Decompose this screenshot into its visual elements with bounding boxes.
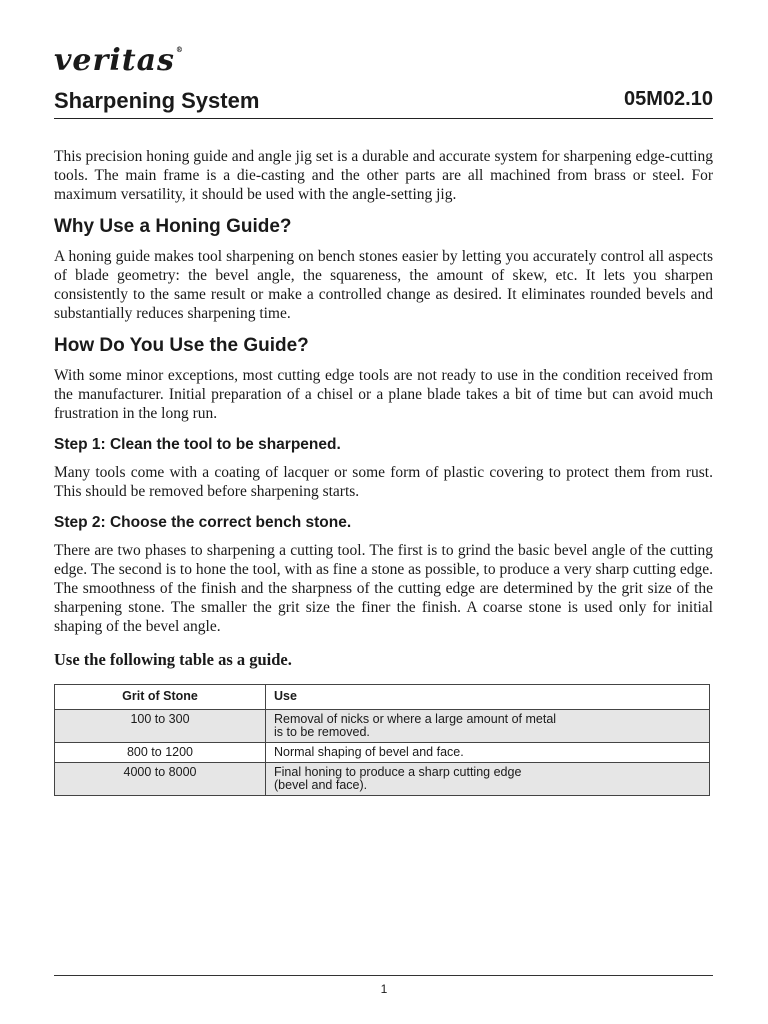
use-line: (bevel and face). xyxy=(274,778,368,792)
grit-cell: 4000 to 8000 xyxy=(55,763,266,796)
table-row xyxy=(55,743,710,763)
step1-heading: Step 1: Clean the tool to be sharpened. xyxy=(54,436,341,453)
how-heading: How Do You Use the Guide? xyxy=(54,335,309,356)
header-use: Use xyxy=(266,685,710,710)
header-grit: Grit of Stone xyxy=(55,685,266,710)
grit-cell: 100 to 300 xyxy=(55,710,266,743)
main-content xyxy=(54,147,713,796)
page-title: Sharpening System xyxy=(54,88,260,113)
why-heading: Why Use a Honing Guide? xyxy=(54,216,292,237)
veritas-logo xyxy=(54,43,184,78)
registered-mark: ® xyxy=(175,45,184,54)
use-cell xyxy=(266,743,710,763)
title-row xyxy=(54,88,713,119)
brand-name: veritas xyxy=(54,43,175,78)
table-lead: Use the following table as a guide. xyxy=(54,650,292,669)
grit-cell: 800 to 1200 xyxy=(55,743,266,763)
grit-table xyxy=(54,684,710,796)
footer-divider xyxy=(54,975,713,976)
step2-heading: Step 2: Choose the correct bench stone. xyxy=(54,514,352,531)
use-cell xyxy=(266,763,710,796)
why-paragraph: A honing guide makes tool sharpening on bench stones easier by letting you accurately control all aspects of blade geometry: the bevel angle, the squareness, the amount of skew, etc. It lets you sharpen consistently to the same result or make a controlled change as desired. It eliminates rounded bevels and substantially reduces sharpening time. xyxy=(54,248,713,322)
use-line: is to be removed. xyxy=(274,725,370,739)
table-row xyxy=(55,710,710,743)
use-cell xyxy=(266,710,710,743)
use-line: Removal of nicks or where a large amount of metal xyxy=(274,712,557,726)
page-number: 1 xyxy=(380,982,388,996)
step2-paragraph: There are two phases to sharpening a cutting tool. The first is to grind the basic bevel angle of the cutting edge. The second is to hone the tool, with as fine a stone as possible, to produce a very sharp cutting edge. The smoothness of the finish and the sharpness of the cutting edge are determined by the grit size of the sharpening stone. The smaller the grit size the finer the finish. A coarse stone is used only for initial shaping of the bevel angle. xyxy=(54,542,713,635)
how-paragraph: With some minor exceptions, most cutting edge tools are not ready to use in the condition received from the manufacturer. Initial preparation of a chisel or a plane blade takes a bit of time but can avoid much frustration in the long run. xyxy=(54,367,713,422)
table-row xyxy=(55,763,710,796)
document-code: 05M02.10 xyxy=(624,88,713,110)
use-line: Normal shaping of bevel and face. xyxy=(274,745,464,759)
step1-paragraph: Many tools come with a coating of lacquer or some form of plastic covering to protect them from rust. This should be removed before sharpening starts. xyxy=(54,464,713,500)
intro-paragraph: This precision honing guide and angle jig set is a durable and accurate system for sharpening edge-cutting tools. The main frame is a die-casting and the other parts are all machined from brass or steel. For maximum versatility, it should be used with the angle-setting jig. xyxy=(54,148,713,203)
use-line: Final honing to produce a sharp cutting edge xyxy=(274,765,522,779)
table-header-row xyxy=(55,685,710,710)
